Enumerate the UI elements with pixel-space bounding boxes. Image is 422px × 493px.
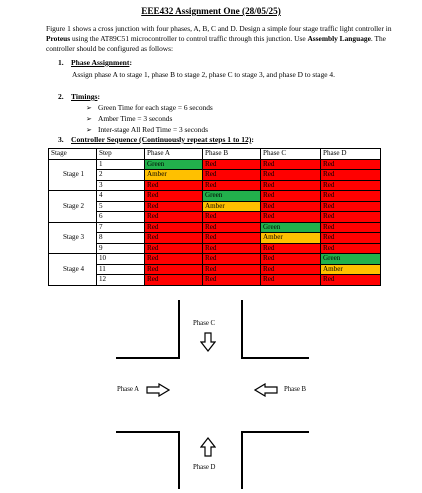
step-cell: 4 [97, 191, 145, 202]
timing-item [86, 114, 172, 123]
signal-cell: Red [261, 170, 321, 181]
bullet-arrow-icon: ➢ [86, 115, 92, 123]
signal-cell: Red [261, 254, 321, 265]
signal-cell: Red [203, 159, 261, 170]
arrow-left-icon [254, 383, 278, 397]
signal-cell: Red [203, 264, 261, 275]
signal-cell: Red [145, 254, 203, 265]
step-cell: 8 [97, 233, 145, 244]
road-edge [241, 431, 309, 433]
signal-cell: Amber [261, 233, 321, 244]
table-row [49, 180, 381, 191]
section-title: Phase Assignment [71, 58, 130, 67]
stage-cell: Stage 1 [49, 159, 97, 191]
road-edge [241, 300, 243, 358]
signal-cell: Red [321, 222, 381, 233]
signal-cell: Red [321, 233, 381, 244]
table-row [49, 191, 381, 202]
signal-cell: Red [145, 180, 203, 191]
stage-cell: Stage 3 [49, 222, 97, 254]
signal-cell: Red [321, 170, 381, 181]
section-colon: : [129, 58, 132, 67]
signal-cell: Red [145, 233, 203, 244]
intro-text-1: Figure 1 shows a cross junction with four phases, A, B, C and D. Design a simple four stage traffic light controller in [46, 24, 392, 33]
signal-cell: Red [145, 264, 203, 275]
signal-cell: Red [261, 212, 321, 223]
timing-item [86, 125, 208, 134]
step-cell: 2 [97, 170, 145, 181]
table-row [49, 275, 381, 286]
signal-cell: Red [261, 275, 321, 286]
intro-text-3: . The controller should be configured as follows: [46, 34, 386, 53]
signal-cell: Red [203, 212, 261, 223]
signal-cell: Red [145, 191, 203, 202]
signal-cell: Red [203, 170, 261, 181]
section-colon: : [251, 135, 254, 144]
stage-cell: Stage 4 [49, 254, 97, 286]
signal-cell: Red [203, 222, 261, 233]
phase-a-label: Phase A [117, 386, 140, 393]
road-edge [116, 357, 180, 359]
intro-text-2: using the AT89C51 microcontroller to control traffic through this junction. Use [70, 34, 308, 43]
signal-cell: Red [261, 201, 321, 212]
road-edge [116, 431, 180, 433]
intro-bold-assembly: Assembly Language [307, 34, 371, 43]
step-cell: 12 [97, 275, 145, 286]
phase-assignment-text: Assign phase A to stage 1, phase B to stage 2, phase C to stage 3, and phase D to stage 4. [72, 70, 335, 79]
header-phase-a: Phase A [145, 149, 203, 160]
arrow-right-icon [146, 383, 170, 397]
header-step: Step [97, 149, 145, 160]
signal-cell: Red [203, 243, 261, 254]
timing-text: Green Time for each stage = 6 seconds [98, 103, 213, 112]
signal-cell: Green [203, 191, 261, 202]
section-number: 3. [58, 135, 64, 144]
signal-cell: Red [203, 180, 261, 191]
bullet-arrow-icon: ➢ [86, 126, 92, 134]
signal-cell: Red [321, 201, 381, 212]
table-row [49, 222, 381, 233]
signal-cell: Red [145, 222, 203, 233]
header-phase-b: Phase B [203, 149, 261, 160]
table-row [49, 264, 381, 275]
signal-cell: Amber [203, 201, 261, 212]
signal-cell: Red [203, 254, 261, 265]
signal-cell: Red [321, 191, 381, 202]
signal-cell: Red [321, 180, 381, 191]
signal-cell: Red [261, 180, 321, 191]
table-row [49, 159, 381, 170]
signal-cell: Red [203, 233, 261, 244]
bullet-arrow-icon: ➢ [86, 104, 92, 112]
signal-cell: Green [321, 254, 381, 265]
section-colon: : [97, 92, 100, 101]
table-row [49, 170, 381, 181]
header-stage: Stage [49, 149, 97, 160]
step-cell: 3 [97, 180, 145, 191]
arrow-down-icon [200, 332, 216, 352]
step-cell: 6 [97, 212, 145, 223]
signal-cell: Red [145, 275, 203, 286]
table-header-row [49, 149, 381, 160]
controller-sequence-table [48, 148, 381, 286]
step-cell: 11 [97, 264, 145, 275]
arrow-up-icon [200, 437, 216, 457]
section-number: 2. [58, 92, 64, 101]
intro-bold-proteus: Proteus [46, 34, 71, 43]
table-row [49, 233, 381, 244]
phase-b-label: Phase B [284, 386, 307, 393]
signal-cell: Red [321, 243, 381, 254]
signal-cell: Red [203, 275, 261, 286]
stage-cell: Stage 2 [49, 191, 97, 223]
signal-cell: Red [321, 275, 381, 286]
timing-item [86, 103, 213, 112]
step-cell: 10 [97, 254, 145, 265]
signal-cell: Amber [145, 170, 203, 181]
step-cell: 7 [97, 222, 145, 233]
table-row [49, 254, 381, 265]
table-row [49, 201, 381, 212]
road-edge [178, 300, 180, 358]
intro-paragraph [46, 24, 396, 54]
phase-c-label: Phase C [193, 320, 216, 327]
signal-cell: Red [145, 201, 203, 212]
road-edge [241, 357, 309, 359]
signal-cell: Red [261, 159, 321, 170]
table-row [49, 212, 381, 223]
header-phase-d: Phase D [321, 149, 381, 160]
signal-cell: Red [145, 243, 203, 254]
signal-cell: Green [145, 159, 203, 170]
road-edge [178, 431, 180, 489]
timing-text: Amber Time = 3 seconds [98, 114, 173, 123]
step-cell: 1 [97, 159, 145, 170]
table-row [49, 243, 381, 254]
section-controller-sequence [58, 135, 254, 144]
document-title: EEE432 Assignment One (28/05/25) [141, 6, 281, 16]
signal-cell: Red [145, 212, 203, 223]
signal-cell: Amber [321, 264, 381, 275]
section-timings [58, 92, 100, 101]
section-title: Timings [71, 92, 98, 101]
signal-cell: Red [261, 264, 321, 275]
signal-cell: Red [321, 212, 381, 223]
phase-d-label: Phase D [193, 464, 216, 471]
signal-cell: Red [261, 243, 321, 254]
signal-cell: Red [321, 159, 381, 170]
step-cell: 5 [97, 201, 145, 212]
timing-text: Inter-stage All Red Time = 3 seconds [98, 125, 208, 134]
signal-cell: Green [261, 222, 321, 233]
section-number: 1. [58, 58, 64, 67]
road-edge [241, 431, 243, 489]
section-title: Controller Sequence (Continuously repeat steps 1 to 12) [71, 135, 252, 144]
step-cell: 9 [97, 243, 145, 254]
signal-cell: Red [261, 191, 321, 202]
section-phase-assignment [58, 58, 132, 67]
header-phase-c: Phase C [261, 149, 321, 160]
